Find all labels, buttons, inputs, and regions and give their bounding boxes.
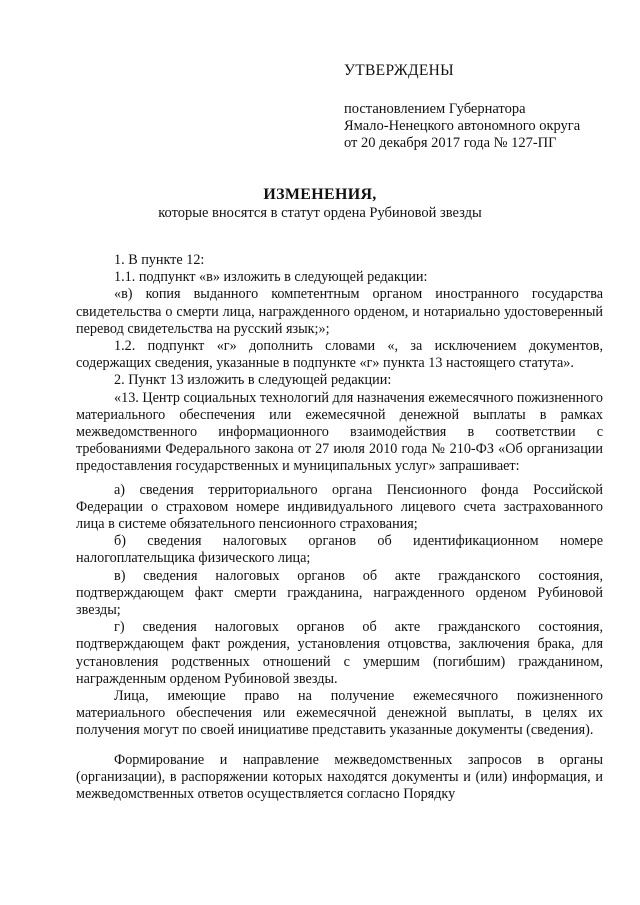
- approval-line-2: Ямало-Ненецкого автономного округа: [344, 118, 581, 134]
- paragraph-1: 1. В пункте 12:: [114, 252, 205, 268]
- approval-block: [344, 62, 634, 152]
- approval-heading: УТВЕРЖДЕНЫ: [344, 62, 454, 79]
- paragraph-8: б) сведения налоговых органов об идентификационном номере налогоплательщика физического лица;: [76, 533, 603, 567]
- document-body: [76, 252, 603, 803]
- paragraph-11: Лица, имеющие право на получение ежемесячного пожизненного материального обеспечения или ежемесячной денежной выплаты, в целях их получения могут по своей инициативе представить указанные документы (сведения).: [76, 688, 603, 739]
- approval-line-3: от 20 декабря 2017 года № 127-ПГ: [344, 135, 557, 151]
- paragraph-9: в) сведения налоговых органов об акте гражданского состояния, подтверждающем факт смерти гражданина, награжденного орденом Рубиновой звезды;: [76, 567, 603, 619]
- paragraph-2: 1.1. подпункт «в» изложить в следующей редакции:: [114, 269, 428, 286]
- paragraph-6: «13. Центр социальных технологий для назначения ежемесячного пожизненного материального обеспечения или ежемесячной денежной выплаты в рамках межведомственного информационного взаимодействия в соответствии с требованиями Федерального закона от 27 июля 2010 года № 210-ФЗ «Об организации предоставления государственных и муниципальных услуг» запрашивает:: [76, 389, 603, 475]
- paragraph-3: «в) копия выданного компетентным органом иностранного государства свидетельства о смерти лица, награжденного орденом, и нотариально удостоверенный перевод свидетельства на русский язык;»;: [76, 286, 603, 337]
- paragraph-12: Формирование и направление межведомственных запросов в органы (организации), в распоряжении которых находятся документы и (или) информация, и межведомственных ответов осуществляется согласно Порядку: [76, 751, 603, 803]
- paragraph-10: г) сведения налоговых органов об акте гражданского состояния, подтверждающем факт рождения, установления отцовства, заключения брака, для установления родственных отношений с умершим (погибшим) гражданином, награжденным орденом Рубиновой звезды.: [76, 619, 603, 687]
- paragraph-7: а) сведения территориального органа Пенсионного фонда Российской Федерации о страховом номере индивидуального лицевого счета застрахованного лица в системе обязательного пенсионного страхования;: [76, 481, 603, 533]
- paragraph-5: 2. Пункт 13 изложить в следующей редакции:: [114, 372, 392, 389]
- document-title: ИЗМЕНЕНИЯ,: [263, 186, 377, 203]
- approval-line-1: постановлением Губернатора: [344, 101, 526, 117]
- paragraph-4: 1.2. подпункт «г» дополнить словами «, за исключением документов, содержащих сведения, указанные в подпункте «г» пункта 13 настоящего статута».: [76, 338, 603, 372]
- document-subtitle: которые вносятся в статут ордена Рубиновой звезды: [158, 205, 482, 221]
